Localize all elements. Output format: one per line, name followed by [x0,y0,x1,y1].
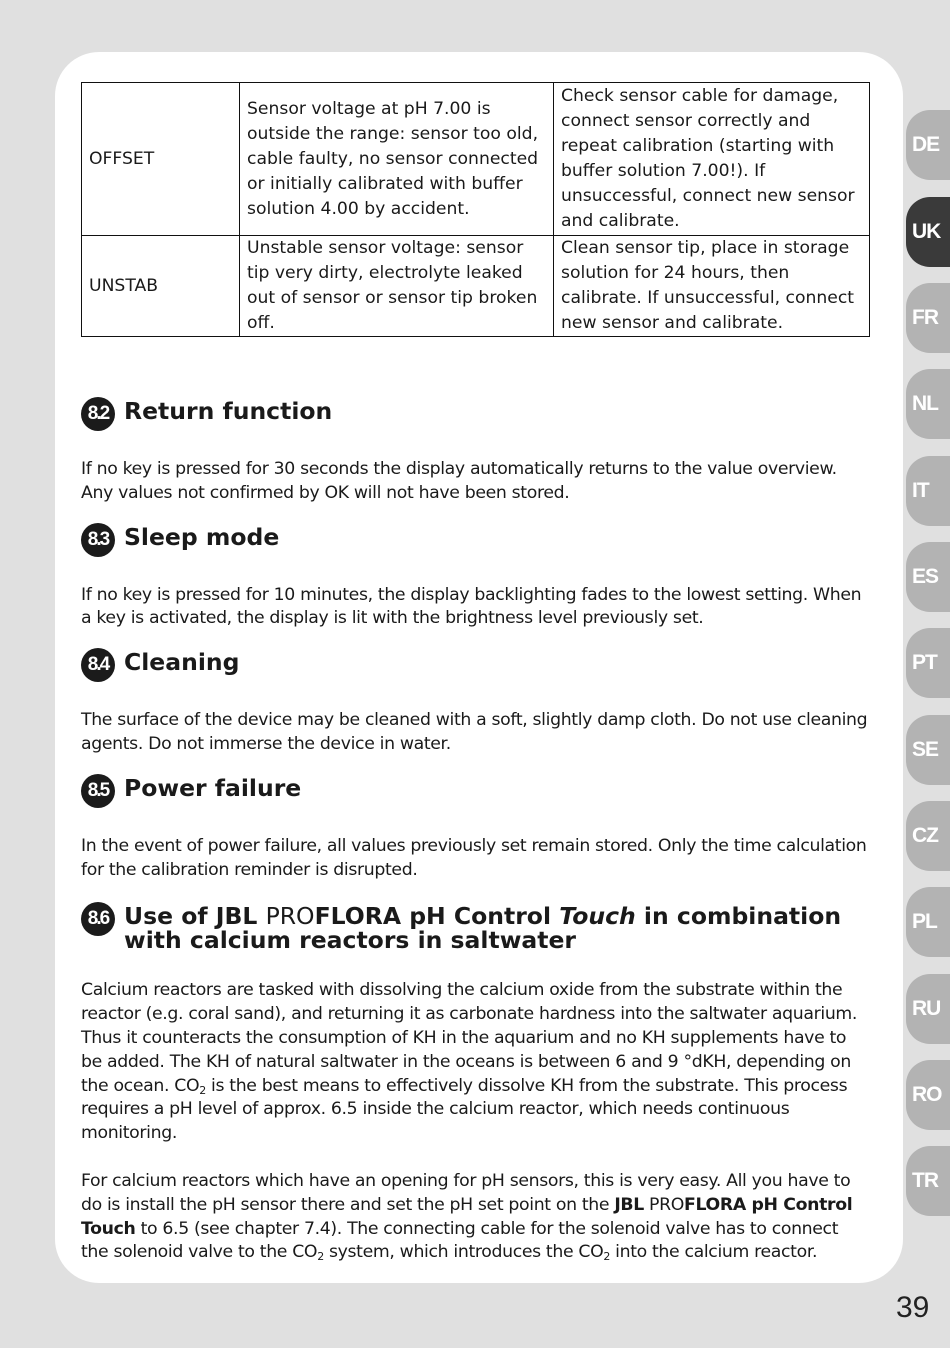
language-tab-pl[interactable]: PL [906,887,950,957]
section-paragraph: Calcium reactors are tasked with dissolving the calcium oxide from the substrate within the reactor (e.g. coral sand), and returning it as carbonate hardness into the saltwater aquarium. Thus it counteracts the consumption of KH in the aquarium and no KH supplements have to be added. The KH of natural saltwater in the oceans is between 6 and 9 °dKH, depending on the ocean. $CO_2$ is the best means to effectively dissolve KH from the substrate. This process requires a pH level of approx. 6.5 inside the calcium reactor, which needs continuous monitoring. [81,980,858,1144]
section-number-badge: 8.6 [81,902,115,936]
error-code: OFFSET [82,83,240,236]
section-text: If no key is pressed for 10 minutes, the display backlighting fades to the lowest setting. When a key is activated, the display is lit with the brightness level previously set. [81,584,862,629]
table-row [82,236,870,337]
section-title: Cleaning [124,648,240,677]
section-number-badge: 8.3 [81,523,115,557]
section-calcium-reactors [81,904,869,1265]
language-tab-uk[interactable]: UK [906,197,950,267]
language-tab-cz[interactable]: CZ [906,801,950,871]
section-paragraph: For calcium reactors which have an opening for pH sensors, this is very easy. All you have to do is install the pH sensor there and set the pH set point on the JBL PROFLORA pH Control Touch to 6.5 (see chapter 7.4). The connecting cable for the solenoid valve has to connect the solenoid valve to the $CO_2$ system, which introduces the $CO_2$ into the calcium reactor. [81,1170,853,1264]
section-title: Return function [124,397,333,425]
language-tab-tr[interactable]: TR [906,1146,950,1216]
section-title: Use of JBL PROFLORA pH Control Touch in combination with calcium reactors in saltwater [124,902,842,955]
language-tabs [906,0,950,1348]
language-tab-it[interactable]: IT [906,456,950,526]
troubleshooting-table [81,82,870,337]
section-number-badge: 8.4 [81,648,115,682]
page-number: 39 [896,1291,930,1324]
error-cause: Unstable sensor voltage: sensor tip very dirty, electrolyte leaked out of sensor or sensor tip broken off. [240,236,554,337]
section-cleaning [81,650,869,757]
section-power-failure [81,773,869,883]
section-title: Power failure [124,773,302,802]
language-tab-nl[interactable]: NL [906,369,950,439]
table-row [82,83,870,236]
error-remedy: Check sensor cable for damage, connect sensor correctly and repeat calibration (starting with buffer solution 7.00!). If unsuccessful, connect new sensor and calibrate. [554,83,870,236]
error-remedy: Clean sensor tip, place in storage solution for 24 hours, then calibrate. If unsuccessful, connect new sensor and calibrate. [554,236,870,337]
language-tab-pt[interactable]: PT [906,628,950,698]
page-content [81,82,869,1265]
section-title: Sleep mode [124,522,280,551]
language-tab-fr[interactable]: FR [906,283,950,353]
section-text: The surface of the device may be cleaned with a soft, slightly damp cloth. Do not use cleaning agents. Do not immerse the device in water. [81,710,868,754]
section-sleep-mode [81,522,869,632]
error-cause: Sensor voltage at pH 7.00 is outside the range: sensor too old, cable faulty, no sensor connected or initially calibrated with buffer solution 4.00 by accident. [240,83,554,236]
section-number-badge: 8.5 [81,774,115,808]
section-return-function [81,399,869,506]
error-code: UNSTAB [82,236,240,337]
section-text: If no key is pressed for 30 seconds the display automatically returns to the value overview. Any values not confirmed by OK will not have been stored. [81,459,837,503]
section-text: In the event of power failure, all values previously set remain stored. Only the time calculation for the calibration reminder is disrupted. [81,835,867,880]
language-tab-se[interactable]: SE [906,715,950,785]
language-tab-es[interactable]: ES [906,542,950,612]
language-tab-ro[interactable]: RO [906,1060,950,1130]
language-tab-de[interactable]: DE [906,110,950,180]
language-tab-ru[interactable]: RU [906,974,950,1044]
section-number-badge: 8.2 [81,397,115,431]
